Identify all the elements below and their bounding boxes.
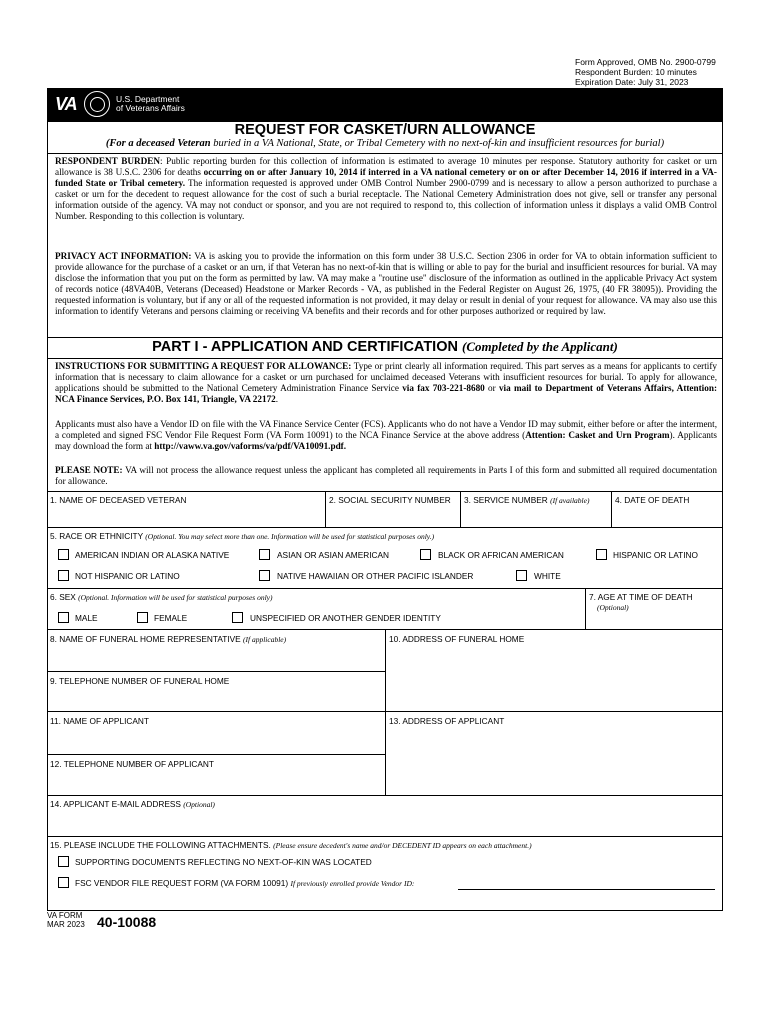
field-4-date-of-death[interactable]: 4. DATE OF DEATH bbox=[615, 495, 690, 505]
divider bbox=[47, 671, 385, 672]
divider bbox=[47, 153, 723, 154]
subtitle-rest: buried in a VA National, State, or Tribal Cemetery with no next-of-kin and insufficient resources for burial) bbox=[210, 138, 665, 149]
form-title: REQUEST FOR CASKET/URN ALLOWANCE bbox=[234, 122, 536, 138]
field-5-race bbox=[50, 531, 434, 541]
divider bbox=[47, 588, 723, 589]
field-15-label: 15. PLEASE INCLUDE THE FOLLOWING ATTACHMENTS. bbox=[50, 840, 274, 850]
checkbox-asian[interactable] bbox=[259, 549, 270, 560]
field-5-label: 5. RACE OR ETHNICITY bbox=[50, 531, 146, 541]
va-banner bbox=[47, 88, 723, 121]
field-8-note: (If applicable) bbox=[243, 635, 287, 644]
field-7-note-text: (Optional) bbox=[597, 603, 629, 612]
field-14-note: (Optional) bbox=[183, 800, 215, 809]
fax-number: via fax 703-221-8680 bbox=[402, 382, 485, 393]
field-8-label: 8. NAME OF FUNERAL HOME REPRESENTATIVE bbox=[50, 634, 244, 644]
divider bbox=[47, 527, 723, 528]
please-note-text: VA will not process the allowance request unless the applicant has completed all requirements in Parts I of this form and submitted all required documentation for allowance. bbox=[55, 465, 717, 486]
divider bbox=[47, 795, 723, 796]
respondent-burden bbox=[55, 156, 717, 221]
field-5-note: (Optional. You may select more than one. Information will be used for statistical purposes only.) bbox=[145, 532, 435, 541]
checkbox-not-hispanic[interactable] bbox=[58, 570, 69, 581]
label-american-indian: AMERICAN INDIAN OR ALASKA NATIVE bbox=[75, 550, 230, 560]
vendor-attention: Attention: Casket and Urn Program bbox=[525, 429, 670, 440]
field-8-funeral-rep[interactable] bbox=[50, 634, 286, 644]
checkbox-native-hawaiian[interactable] bbox=[259, 570, 270, 581]
burden-label: RESPONDENT BURDEN bbox=[55, 156, 160, 166]
checkbox-female[interactable] bbox=[137, 612, 148, 623]
vendor-instructions bbox=[55, 419, 717, 452]
dept-line2: of Veterans Affairs bbox=[116, 103, 185, 113]
field-10-funeral-address[interactable]: 10. ADDRESS OF FUNERAL HOME bbox=[389, 634, 525, 644]
label-male: MALE bbox=[75, 613, 98, 623]
omb-info bbox=[575, 57, 716, 87]
field-14-label: 14. APPLICANT E-MAIL ADDRESS bbox=[50, 799, 184, 809]
vendor-text-1: Applicants must also have a Vendor ID on file with the VA Finance Service Center (FCS). Applicants who do not have a Vendor ID may submit, either before or after the interment, a completed and signed FSC Vendor File Request Form (VA Form 10091) to the NCA Finance Service at the above address ( bbox=[55, 419, 717, 440]
label-not-hispanic: NOT HISPANIC OR LATINO bbox=[75, 571, 180, 581]
instr-text-3: . bbox=[275, 393, 279, 404]
label-female: FEMALE bbox=[154, 613, 188, 623]
label-hispanic: HISPANIC OR LATINO bbox=[613, 550, 698, 560]
field-11-applicant-name[interactable]: 11. NAME OF APPLICANT bbox=[50, 716, 149, 726]
checkbox-male[interactable] bbox=[58, 612, 69, 623]
field-13-applicant-address[interactable]: 13. ADDRESS OF APPLICANT bbox=[389, 716, 505, 726]
label-asian: ASIAN OR ASIAN AMERICAN bbox=[277, 550, 390, 560]
respondent-burden-time: Respondent Burden: 10 minutes bbox=[575, 67, 697, 77]
label-black: BLACK OR AFRICAN AMERICAN bbox=[438, 550, 564, 560]
instructions-label: INSTRUCTIONS FOR SUBMITTING A REQUEST FOR ALLOWANCE: bbox=[55, 361, 352, 371]
checkbox-fsc-vendor-form[interactable] bbox=[58, 877, 69, 888]
fsc-form-label: FSC VENDOR FILE REQUEST FORM (VA FORM 10091) bbox=[75, 878, 291, 888]
divider bbox=[460, 491, 461, 527]
divider bbox=[47, 836, 723, 837]
burden-text-1: : Public reporting burden for this collection of information is estimated to average 10 minutes per response. Statutory authority for casket or urn allowance is 38 U.S.C. 2306 for deaths bbox=[55, 156, 717, 177]
checkbox-no-next-of-kin-docs[interactable] bbox=[58, 856, 69, 867]
label-native-hawaiian: NATIVE HAWAIIAN OR OTHER PACIFIC ISLANDER bbox=[277, 571, 474, 581]
divider bbox=[47, 711, 723, 712]
subtitle-bold: (For a deceased Veteran bbox=[105, 138, 211, 149]
divider bbox=[385, 629, 386, 795]
part1-note: (Completed by the Applicant) bbox=[461, 339, 618, 354]
field-6-sex bbox=[50, 592, 273, 602]
divider bbox=[585, 588, 586, 629]
mail-address: via mail to Department of Veterans Affairs, Attention: NCA Finance Services, P.O. Box 141, Triangle, VA 22172 bbox=[55, 382, 717, 404]
privacy-text: VA is asking you to provide the information on this form under 38 U.S.C. Section 2306 in order for VA to obtain information sufficient to provide allowance for the purchase of a casket or an urn, if that Veteran has no next-of-kin that is willing or able to pay for the burial and insufficient resources for burial. VA may disclose the information that you put on the form as permitted by law. VA may make a "routine use" disclosure of the information as outlined in the applicable Privacy Act system of records notice (48VA40B, Veterans (Deceased) Headstone or Marker Records - VA, as published in the Federal Register on August 26, 1975, (40 FR 38095)). Providing the requested information is voluntary, but if any or all of the requested information is not provided, it may delay or result in denial of your request for allowance. VA may also use this information to identify Veterans and persons claiming or receiving VA benefits and their records and for other purposes authorized or required by law. bbox=[55, 251, 717, 316]
divider bbox=[325, 491, 326, 527]
instr-text-1: Type or print clearly all information required. This part serves as a means for applicants to certify information that is necessary to claim allowance for a casket or urn purchased for unclaimed deceased Veterans with insufficient resources for burial. To apply for allowance, applications should be submitted to the National Cemetery Administration Finance Service bbox=[55, 361, 717, 393]
field-6-note: (Optional. Information will be used for statistical purposes only) bbox=[78, 593, 273, 602]
department-name bbox=[116, 95, 185, 113]
label-no-next-of-kin-docs: SUPPORTING DOCUMENTS REFLECTING NO NEXT-OF-KIN WAS LOCATED bbox=[75, 857, 372, 867]
form-footer-label bbox=[47, 911, 85, 929]
checkbox-unspecified[interactable] bbox=[232, 612, 243, 623]
expiration-date: Expiration Date: July 31, 2023 bbox=[575, 77, 689, 87]
checkbox-black[interactable] bbox=[420, 549, 431, 560]
vendor-url: http://vaww.va.gov/vaforms/va/pdf/VA10091.pdf. bbox=[154, 440, 347, 451]
field-3-note: (If available) bbox=[550, 496, 590, 505]
field-1-name-of-deceased[interactable]: 1. NAME OF DECEASED VETERAN bbox=[50, 495, 187, 505]
divider bbox=[47, 358, 723, 359]
footer-date: MAR 2023 bbox=[47, 920, 85, 929]
instructions bbox=[55, 361, 717, 405]
checkbox-american-indian[interactable] bbox=[58, 549, 69, 560]
privacy-act bbox=[55, 251, 717, 316]
burden-bold: occurring on or after January 10, 2014 if interred in a VA national cemetery or on or after December 14, 2016 if interred in a VA-funded State or Tribal cemetery. bbox=[55, 166, 717, 188]
please-note-label: PLEASE NOTE: bbox=[55, 465, 123, 475]
va-logo: VA bbox=[55, 94, 77, 114]
va-seal-icon bbox=[84, 91, 110, 117]
divider bbox=[611, 491, 612, 527]
form-number: 40-10088 bbox=[97, 914, 157, 930]
part1-heading bbox=[47, 339, 723, 355]
field-7-age[interactable]: 7. AGE AT TIME OF DEATH bbox=[589, 592, 693, 602]
vendor-id-note: If previously enrolled provide Vendor ID: bbox=[290, 879, 415, 888]
footer-va-form: VA FORM bbox=[47, 911, 83, 920]
label-fsc-vendor-form bbox=[75, 878, 414, 888]
checkbox-white[interactable] bbox=[516, 570, 527, 581]
field-9-funeral-phone[interactable]: 9. TELEPHONE NUMBER OF FUNERAL HOME bbox=[50, 676, 230, 686]
vendor-id-input-line[interactable] bbox=[458, 889, 715, 890]
label-white: WHITE bbox=[534, 571, 561, 581]
field-2-ssn[interactable]: 2. SOCIAL SECURITY NUMBER bbox=[329, 495, 451, 505]
field-12-applicant-phone[interactable]: 12. TELEPHONE NUMBER OF APPLICANT bbox=[50, 759, 214, 769]
checkbox-hispanic[interactable] bbox=[596, 549, 607, 560]
field-15-attachments bbox=[50, 840, 532, 850]
field-3-label: 3. SERVICE NUMBER bbox=[464, 495, 551, 505]
vendor-text-2: ). Applicants may download the form at bbox=[55, 429, 718, 451]
divider bbox=[47, 491, 723, 492]
divider bbox=[47, 754, 385, 755]
label-unspecified: UNSPECIFIED OR ANOTHER GENDER IDENTITY bbox=[250, 613, 441, 623]
please-note bbox=[55, 465, 717, 487]
part1-title: PART I - APPLICATION AND CERTIFICATION bbox=[152, 339, 458, 355]
field-6-label: 6. SEX bbox=[50, 592, 79, 602]
burden-text-2: The information requested is approved under OMB Control Number 2900-0799 and is necessary to allow a person authorized to purchase a casket or urn for the decedent to request allowance for the cost of such a burial receptacle. The National Cemetery Administration does not give, sell or transfer any personal information outside of the agency. VA may not conduct or sponsor, and you are not required to respond to, this collection of information unless it displays a valid OMB Control Number. Responding to this collection is voluntary. bbox=[55, 177, 717, 221]
dept-line1: U.S. Department bbox=[116, 94, 180, 104]
form-subtitle bbox=[47, 138, 723, 149]
divider bbox=[47, 337, 723, 338]
field-3-service-number[interactable] bbox=[464, 495, 589, 505]
instr-text-2: or bbox=[484, 382, 499, 393]
field-14-email[interactable] bbox=[50, 799, 215, 809]
omb-number: Form Approved, OMB No. 2900-0799 bbox=[575, 57, 716, 67]
field-7-note bbox=[597, 602, 629, 612]
privacy-label: PRIVACY ACT INFORMATION: bbox=[55, 251, 192, 261]
field-15-note: (Please ensure decedent's name and/or DECEDENT ID appears on each attachment.) bbox=[273, 841, 532, 850]
